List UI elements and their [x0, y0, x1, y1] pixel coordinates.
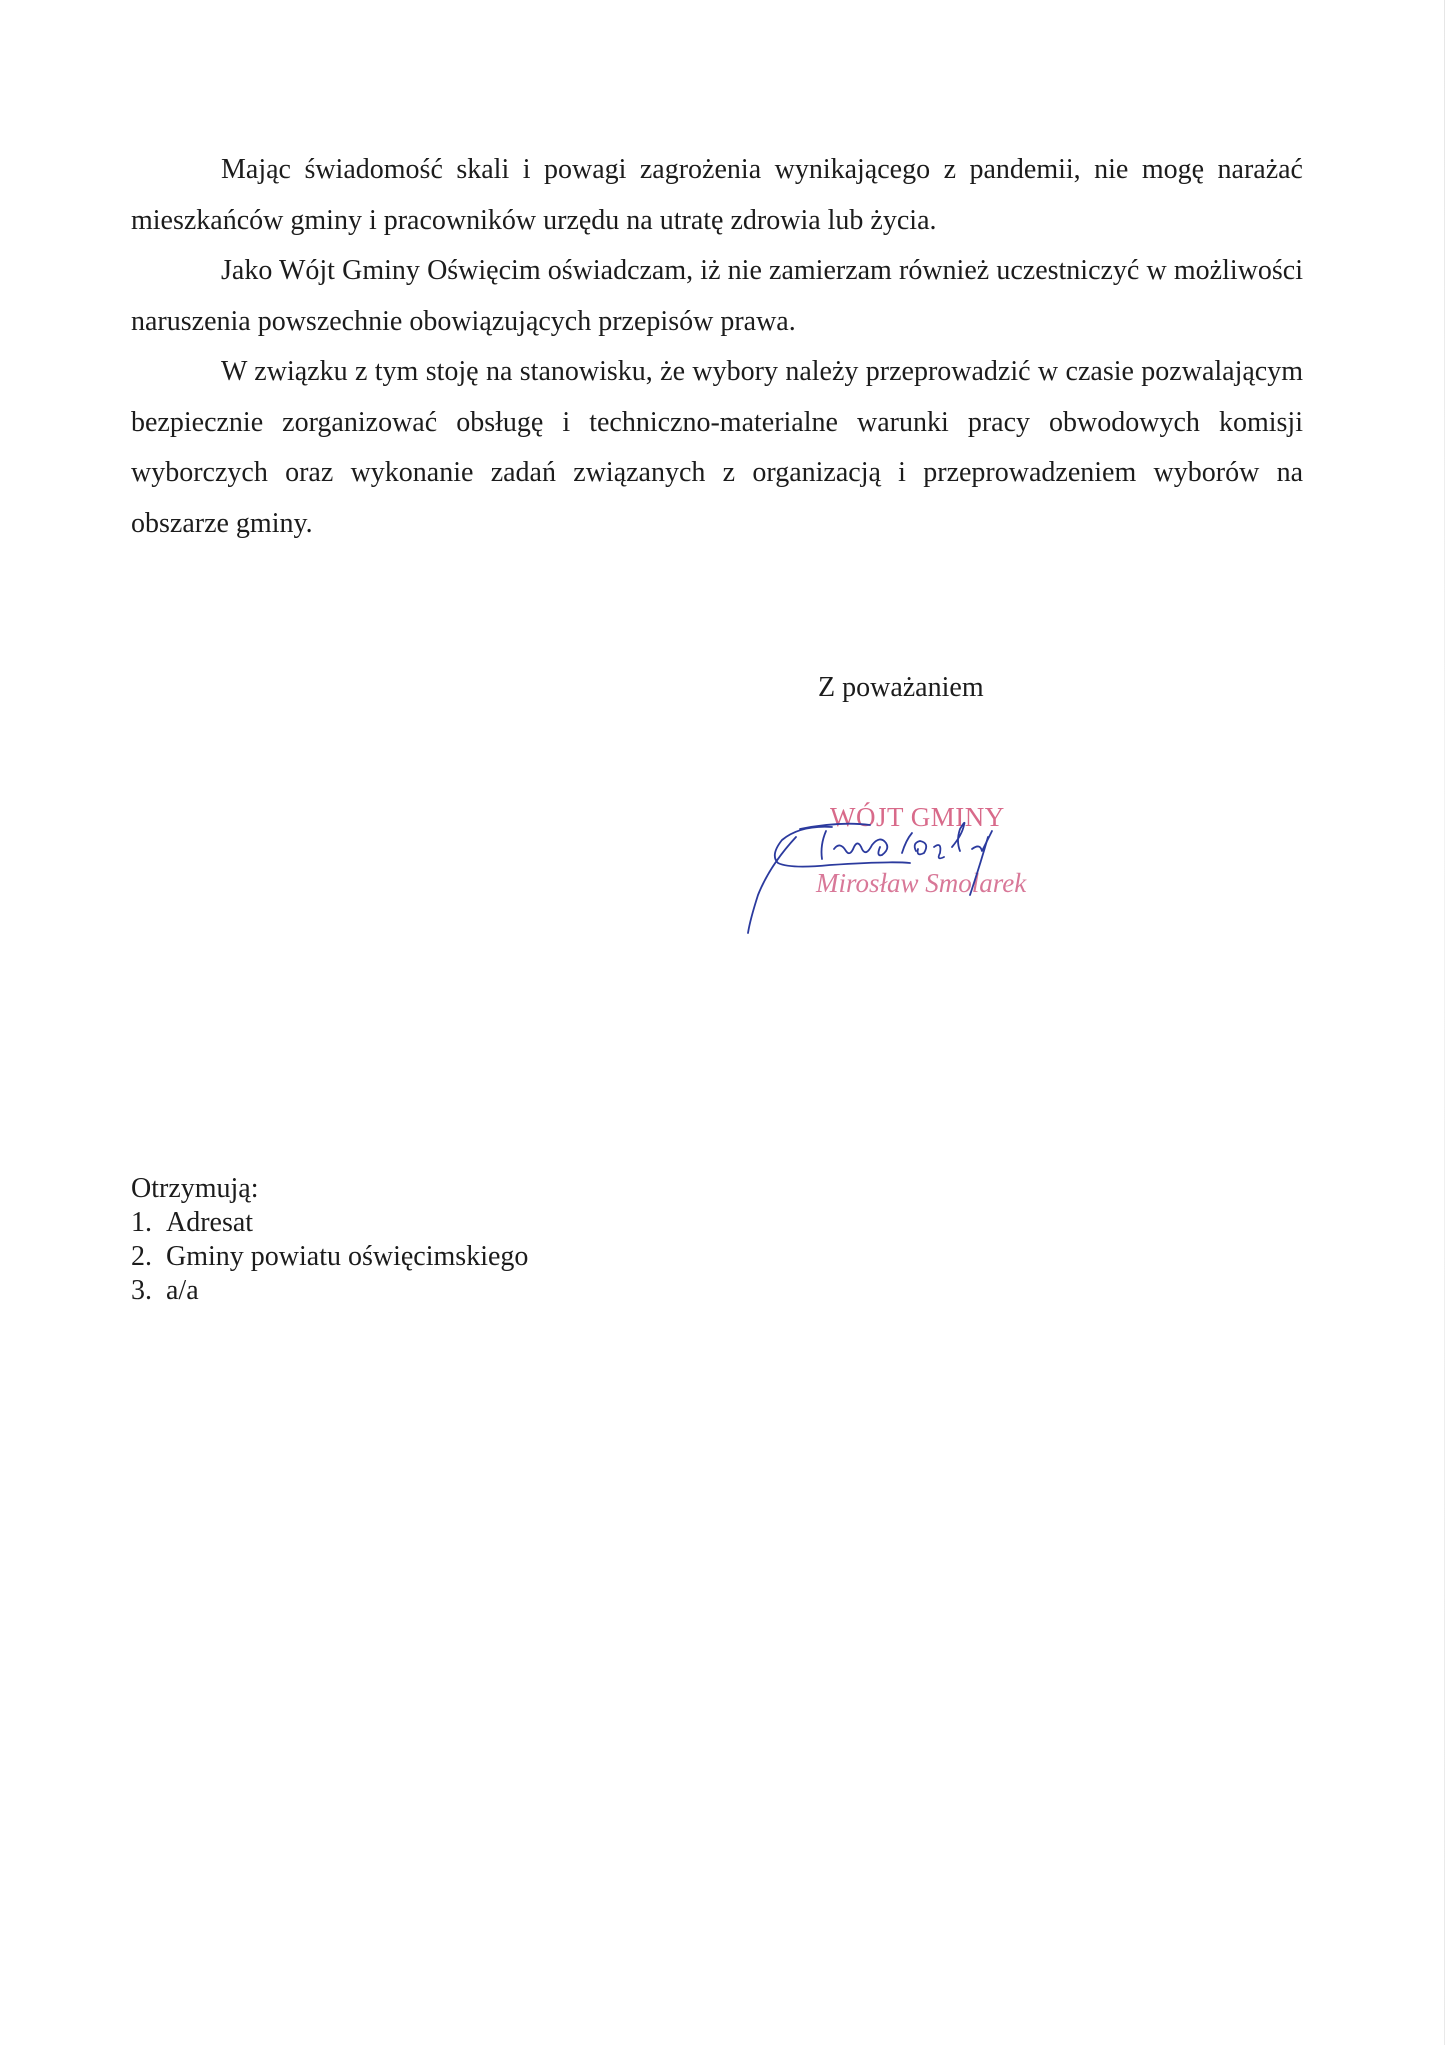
- paragraph-declaration: Jako Wójt Gminy Oświęcim oświadczam, iż nie zamierzam również uczestniczyć w możliwości naruszenia powszechnie obowiązujących przepisów prawa.: [131, 255, 1303, 337]
- scan-edge-line: [1444, 0, 1445, 2045]
- handwritten-signature: [730, 785, 1070, 935]
- list-item-label: Gminy powiatu oświęcimskiego: [166, 1241, 529, 1272]
- signature-stamp: [730, 785, 1070, 935]
- stamp-name: Mirosław Smolarek: [816, 868, 1027, 898]
- list-item-label: a/a: [166, 1275, 199, 1306]
- stamp-title: WÓJT GMINY: [830, 802, 1005, 832]
- closing-salutation: Z poważaniem: [818, 672, 984, 703]
- paragraph-pandemic: Mając świadomość skali i powagi zagrożenia wynikającego z pandemii, nie mogę narażać mieszkańców gminy i pracowników urzędu na utratę zdrowia lub życia.: [131, 154, 1303, 236]
- list-item-number: 2.: [131, 1241, 152, 1272]
- list-item: [131, 1240, 528, 1274]
- list-item: [131, 1206, 528, 1240]
- recipients-section: [131, 1172, 528, 1308]
- list-item-number: 3.: [131, 1275, 152, 1306]
- list-item-label: Adresat: [166, 1207, 254, 1238]
- recipients-heading: Otrzymują:: [131, 1173, 259, 1204]
- recipients-list: [131, 1206, 528, 1308]
- list-item-number: 1.: [131, 1207, 152, 1238]
- paragraph-elections: W związku z tym stoję na stanowisku, że wybory należy przeprowadzić w czasie pozwalającym bezpiecznie zorganizować obsługę i techniczno-materialne warunki pracy obwodowych komisji wyborczych oraz wykonanie zadań związanych z organizacją i przeprowadzeniem wyborów na obszarze gminy.: [131, 356, 1303, 539]
- letter-body: [131, 145, 1303, 549]
- list-item: [131, 1274, 528, 1308]
